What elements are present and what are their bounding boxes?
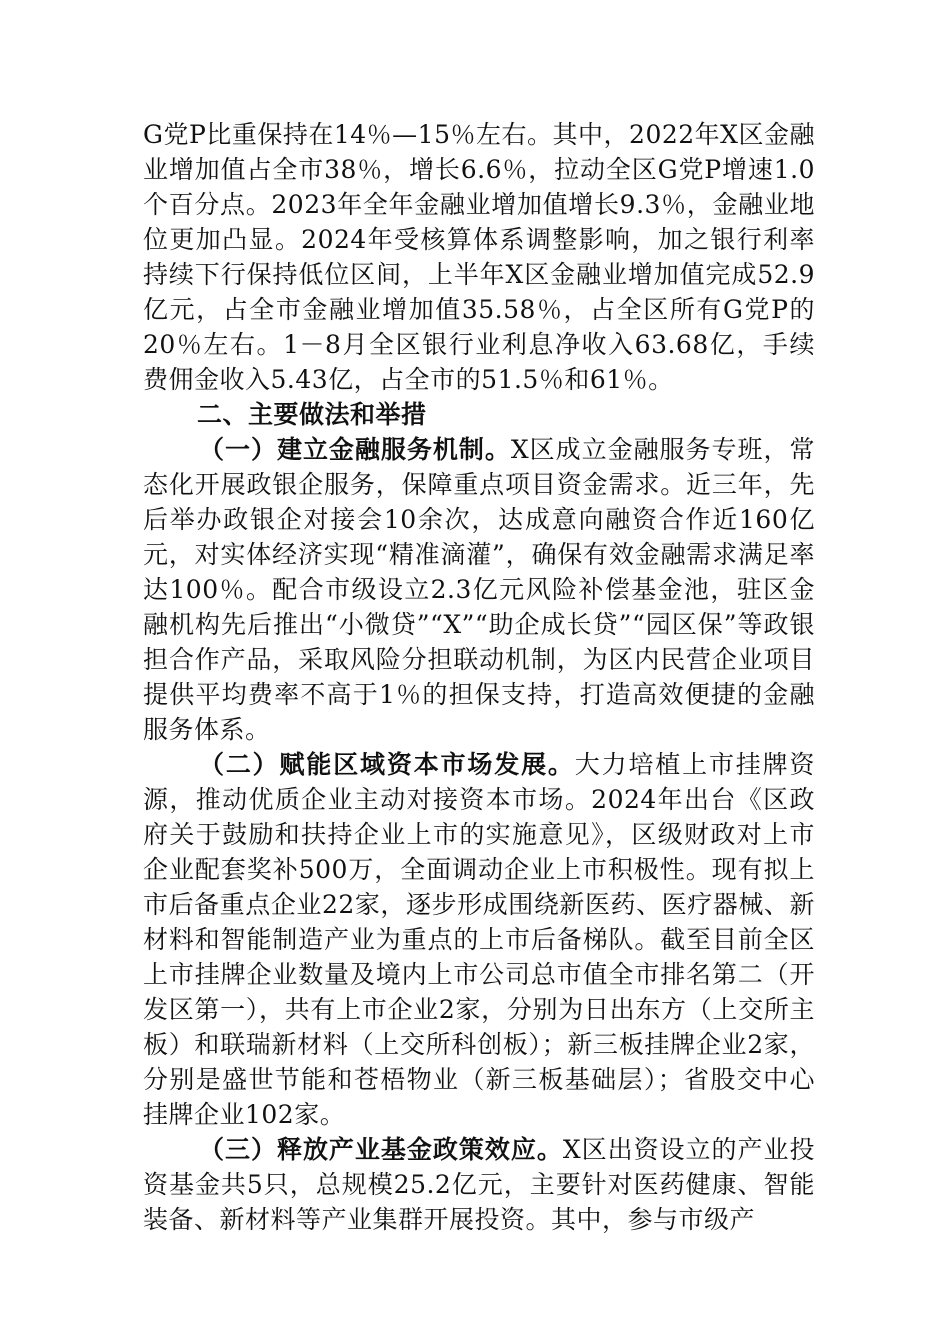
paragraph-lead-2: （二）赋能区域资本市场发展。 — [199, 750, 575, 779]
paragraph-body-2: 大力培植上市挂牌资源，推动优质企业主动对接资本市场。2024年出台《区政府关于鼓励和扶持企业上市的实施意见》，区级财政对上市企业配套奖补500万，全面调动企业上市积极性。现有拟上市后备重点企业22家，逐步形成围绕新医药、医疗器械、新材料和智能制造产业为重点的上市后备梯队。截至目前全区上市挂牌企业数量及境内上市公司总市值全市排名第二（开发区第一），共有上市企业2家，分别为日出东方（上交所主板）和联瑞新材料（上交所科创板）；新三板挂牌企业2家，分别是盛世节能和苍梧物业（新三板基础层）；省股交中心挂牌企业102家。 — [143, 750, 815, 1129]
paragraph-lead-3: （三）释放产业基金政策效应。 — [199, 1135, 563, 1164]
section-heading: 二、主要做法和举措 — [197, 400, 427, 429]
paragraph-item-2 — [143, 747, 815, 1132]
paragraph-body-1: X区成立金融服务专班，常态化开展政银企服务，保障重点项目资金需求。近三年，先后举办政银企对接会10余次，达成意向融资合作近160亿元，对实体经济实现“精准滴灌”，确保有效金融需求满足率达100％。配合市级设立2.3亿元风险补偿基金池，驻区金融机构先后推出“小微贷”“X”“助企成长贷”“园区保”等政银担合作产品，采取风险分担联动机制，为区内民营企业项目提供平均费率不高于1％的担保支持，打造高效便捷的金融服务体系。 — [143, 435, 815, 744]
document-body — [143, 117, 815, 1237]
paragraph-item-1 — [143, 432, 815, 747]
intro-paragraph: G党P比重保持在14％—15％左右。其中，2022年X区金融业增加值占全市38％，增长6.6％，拉动全区G党P增速1.0个百分点。2023年全年金融业增加值增长9.3％，金融业地位更加凸显。2024年受核算体系调整影响，加之银行利率持续下行保持低位区间，上半年X区金融业增加值完成52.9亿元，占全市金融业增加值35.58％，占全区所有G党P的20％左右。1－8月全区银行业利息净收入63.68亿，手续费佣金收入5.43亿，占全市的51.5％和61％。 — [143, 120, 815, 394]
paragraph-lead-1: （一）建立金融服务机制。 — [199, 435, 511, 464]
paragraph-body-3: X区出资设立的产业投资基金共5只，总规模25.2亿元，主要针对医药健康、智能装备、新材料等产业集群开展投资。其中，参与市级产 — [143, 1135, 815, 1234]
paragraph-item-3 — [143, 1132, 815, 1237]
